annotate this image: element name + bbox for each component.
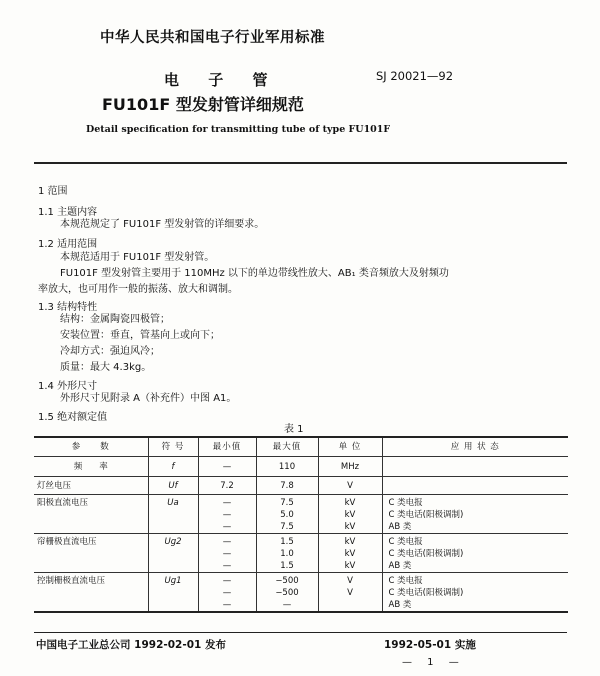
header-min: 最小值 bbox=[198, 437, 256, 457]
section-1-5-heading: 1.5 绝对额定值 bbox=[38, 412, 108, 423]
application-cell: C 类电报 bbox=[382, 534, 568, 549]
unit-cell: MHz bbox=[318, 457, 382, 477]
table-row bbox=[34, 495, 568, 510]
max-cell: — bbox=[256, 599, 318, 612]
header-parameter: 参 数 bbox=[34, 437, 148, 457]
section-1-2-heading: 1.2 适用范围 bbox=[38, 239, 98, 250]
min-cell: — bbox=[198, 521, 256, 534]
document-subtitle: FU101F 型发射管详细规范 bbox=[102, 95, 304, 114]
param-cell: 帘栅极直流电压 bbox=[37, 537, 97, 547]
document-title: 电 子 管 bbox=[164, 71, 280, 89]
section-1-3-heading: 1.3 结构特性 bbox=[38, 302, 98, 313]
table-row bbox=[34, 509, 568, 521]
header-application: 应 用 状 态 bbox=[382, 437, 568, 457]
standard-number: SJ 20021—92 bbox=[376, 69, 454, 83]
section-1-1-text: 本规范规定了 FU101F 型发射管的详细要求。 bbox=[60, 219, 265, 230]
max-cell: 110 bbox=[256, 457, 318, 477]
max-cell: 7.8 bbox=[256, 477, 318, 495]
issue-date: 中国电子工业总公司 1992-02-01 发布 bbox=[36, 639, 226, 651]
max-cell: 1.5 bbox=[256, 560, 318, 573]
min-cell: — bbox=[198, 587, 256, 599]
application-cell: C 类电话(阳极调制) bbox=[382, 548, 568, 560]
absolute-ratings-table bbox=[34, 436, 568, 613]
table-row bbox=[34, 521, 568, 534]
unit-cell: kV bbox=[318, 548, 382, 560]
effective-date: 1992-05-01 实施 bbox=[384, 639, 476, 651]
unit-cell: kV bbox=[318, 495, 382, 510]
header-symbol: 符 号 bbox=[148, 437, 198, 457]
param-cell bbox=[34, 521, 148, 534]
symbol-cell bbox=[148, 548, 198, 560]
max-cell: 1.0 bbox=[256, 548, 318, 560]
cooling-text: 冷却方式：强迫风冷； bbox=[60, 346, 160, 357]
min-cell: — bbox=[198, 560, 256, 573]
min-cell: — bbox=[198, 509, 256, 521]
max-cell: 7.5 bbox=[256, 495, 318, 510]
max-cell: 1.5 bbox=[256, 534, 318, 549]
unit-cell bbox=[318, 599, 382, 612]
section-1-2-text-1: 本规范适用于 FU101F 型发射管。 bbox=[60, 252, 215, 263]
header-divider bbox=[34, 162, 567, 164]
section-1-2-text-2a: FU101F 型发射管主要用于 110MHz 以下的单边带线性放大、AB₁ 类音频放大及射频功 bbox=[60, 268, 449, 279]
min-cell: — bbox=[198, 599, 256, 612]
param-cell: 频 率 bbox=[34, 457, 148, 477]
section-1-1-heading: 1.1 主题内容 bbox=[38, 207, 98, 218]
symbol-cell bbox=[148, 587, 198, 599]
standard-category: 中华人民共和国电子行业军用标准 bbox=[100, 30, 325, 46]
mounting-text: 安装位置：垂直，管基向上或向下； bbox=[60, 330, 220, 341]
param-cell: 灯丝电压 bbox=[34, 477, 148, 495]
application-cell: AB 类 bbox=[382, 599, 568, 612]
mass-text: 质量：最大 4.3kg。 bbox=[60, 362, 152, 373]
section-1-4-text: 外形尺寸见附录 A（补充件）中图 A1。 bbox=[60, 393, 237, 404]
symbol-cell: Ua bbox=[148, 495, 198, 510]
param-cell bbox=[34, 587, 148, 599]
max-cell: 5.0 bbox=[256, 509, 318, 521]
unit-cell: kV bbox=[318, 509, 382, 521]
min-cell: — bbox=[198, 548, 256, 560]
page-number: — 1 — bbox=[402, 657, 465, 668]
min-cell: — bbox=[198, 457, 256, 477]
symbol-cell: Ug2 bbox=[148, 534, 198, 549]
application-cell: C 类电话(阳极调制) bbox=[382, 509, 568, 521]
table-row bbox=[34, 573, 568, 588]
symbol-cell bbox=[148, 509, 198, 521]
min-cell: — bbox=[198, 495, 256, 510]
unit-cell: kV bbox=[318, 560, 382, 573]
param-cell: 阳极直流电压 bbox=[37, 498, 89, 508]
header-max: 最大值 bbox=[256, 437, 318, 457]
unit-cell: V bbox=[318, 587, 382, 599]
table-title: 表 1 bbox=[284, 424, 304, 435]
table-row bbox=[34, 477, 568, 495]
min-cell: — bbox=[198, 573, 256, 588]
section-1-4-heading: 1.4 外形尺寸 bbox=[38, 381, 98, 392]
table-row bbox=[34, 599, 568, 612]
application-cell: AB 类 bbox=[382, 560, 568, 573]
unit-cell: kV bbox=[318, 521, 382, 534]
table-row bbox=[34, 457, 568, 477]
min-cell: — bbox=[198, 534, 256, 549]
table-row bbox=[34, 534, 568, 549]
param-cell bbox=[34, 509, 148, 521]
unit-cell: V bbox=[318, 477, 382, 495]
symbol-cell: Uf bbox=[148, 477, 198, 495]
unit-cell: V bbox=[318, 573, 382, 588]
structure-text: 结构：金属陶瓷四极管； bbox=[60, 314, 170, 325]
application-cell: C 类电报 bbox=[382, 495, 568, 510]
section-1-2-text-2b: 率放大，也可用作一般的振荡、放大和调制。 bbox=[38, 284, 238, 295]
table-row bbox=[34, 548, 568, 560]
symbol-cell bbox=[148, 521, 198, 534]
application-cell bbox=[382, 477, 568, 495]
application-cell: C 类电报 bbox=[382, 573, 568, 588]
param-cell: 控制栅极直流电压 bbox=[37, 576, 106, 586]
symbol-cell bbox=[148, 599, 198, 612]
symbol-cell bbox=[148, 560, 198, 573]
table-header-row bbox=[34, 437, 568, 457]
table-row bbox=[34, 587, 568, 599]
max-cell: −500 bbox=[256, 573, 318, 588]
symbol-cell: Ug1 bbox=[148, 573, 198, 588]
param-cell bbox=[34, 560, 148, 573]
max-cell: 7.5 bbox=[256, 521, 318, 534]
section-1-heading: 1 范围 bbox=[38, 186, 68, 197]
header-unit: 单 位 bbox=[318, 437, 382, 457]
table-row bbox=[34, 560, 568, 573]
max-cell: −500 bbox=[256, 587, 318, 599]
application-cell bbox=[382, 457, 568, 477]
param-cell bbox=[34, 548, 148, 560]
unit-cell: kV bbox=[318, 534, 382, 549]
application-cell: C 类电话(阳极调制) bbox=[382, 587, 568, 599]
param-cell bbox=[34, 599, 148, 612]
application-cell: AB 类 bbox=[382, 521, 568, 534]
symbol-cell: f bbox=[148, 457, 198, 477]
footer-divider bbox=[34, 632, 567, 633]
english-title: Detail specification for transmitting tube of type FU101F bbox=[86, 124, 391, 135]
min-cell: 7.2 bbox=[198, 477, 256, 495]
